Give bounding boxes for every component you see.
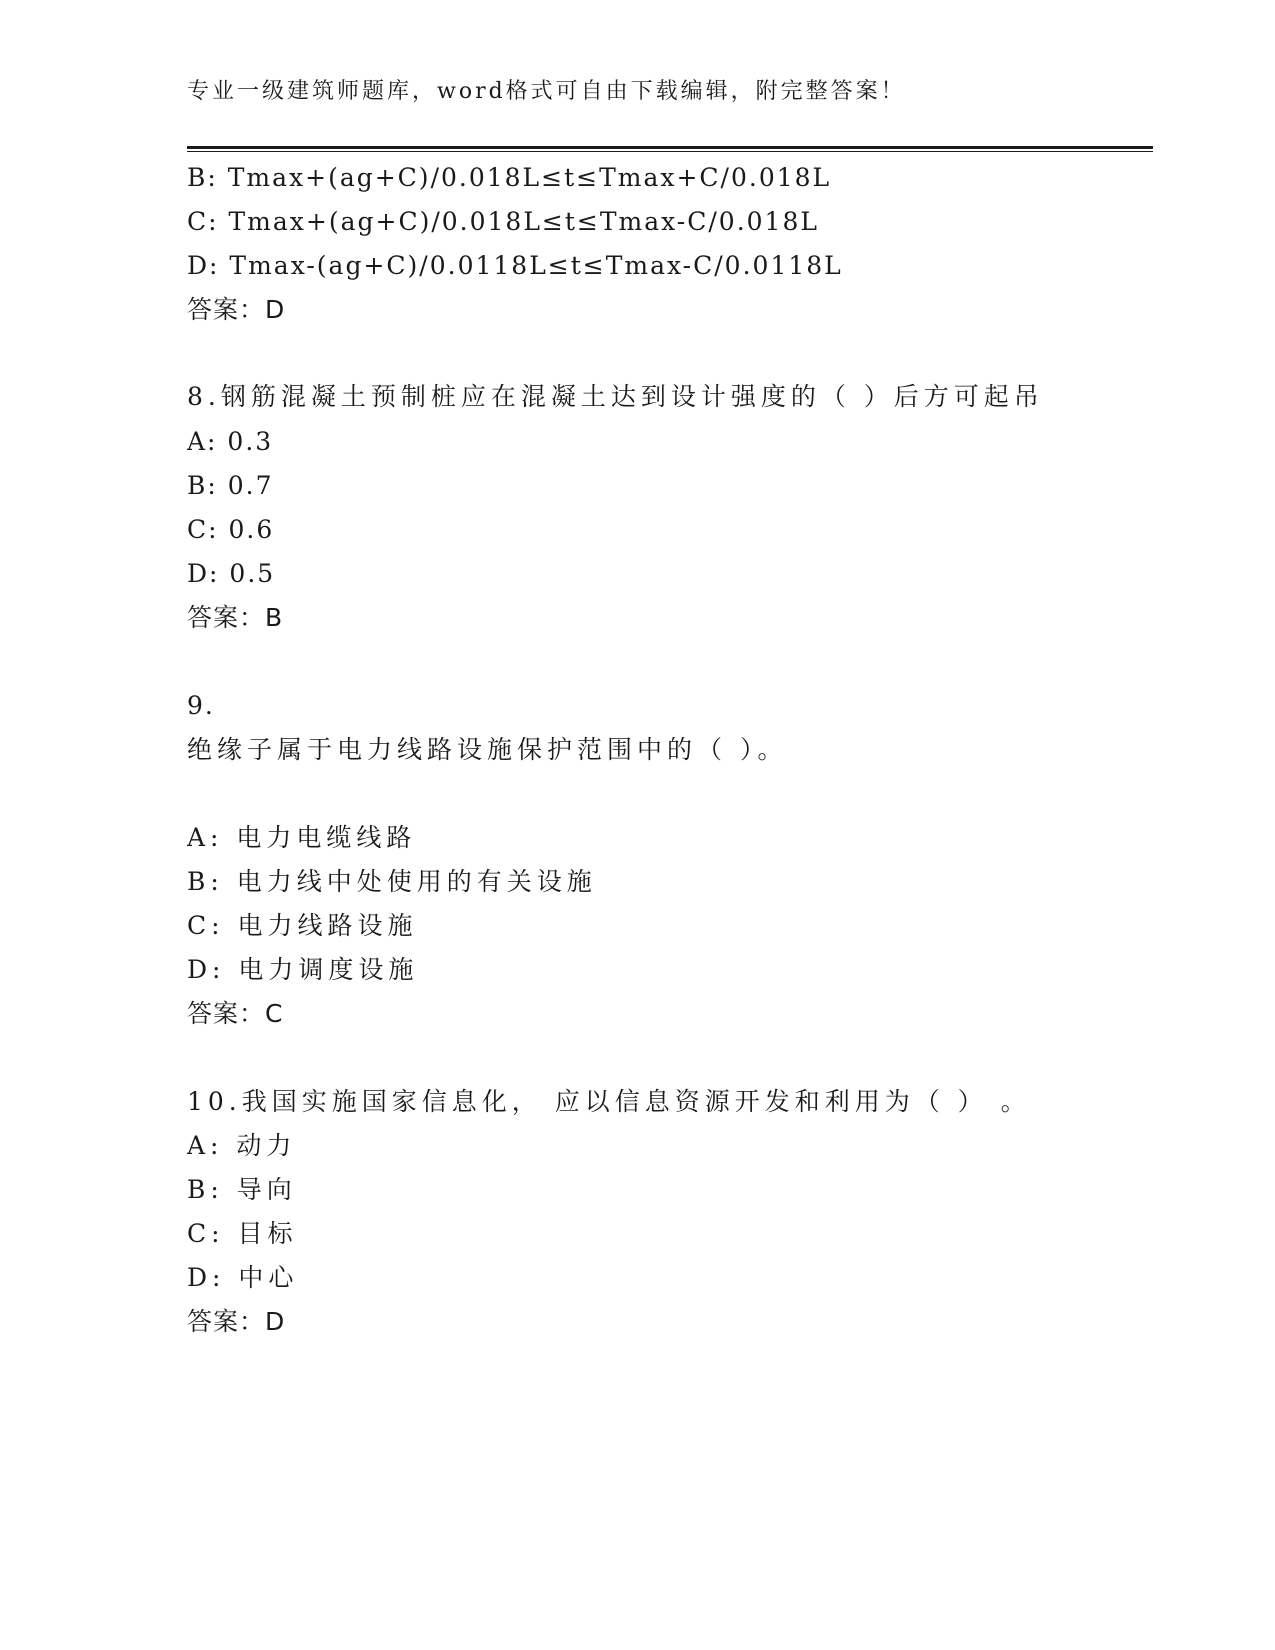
- prev-option-d: D: Tmax-(ag+C)/0.0118L≤t≤Tmax-C/0.0118L: [187, 251, 843, 280]
- prev-answer: 答案：D: [187, 295, 286, 324]
- q9-option-b: B: 电力线中处使用的有关设施: [187, 867, 597, 896]
- q9-option-a: A: 电力电缆线路: [187, 823, 417, 852]
- q8-answer: 答案：B: [187, 603, 284, 632]
- q9-stem: 绝缘子属于电力线路设施保护范围中的（ ）。: [187, 735, 788, 764]
- prev-option-c: C: Tmax+(ag+C)/0.018L≤t≤Tmax-C/0.018L: [187, 207, 819, 236]
- q9-option-c: C: 电力线路设施: [187, 911, 418, 940]
- q9-answer: 答案：C: [187, 999, 284, 1028]
- q9-number: 9.: [187, 691, 215, 720]
- q8-stem: 8.钢筋混凝土预制桩应在混凝土达到设计强度的（ ）后方可起吊: [187, 382, 1044, 411]
- header-divider-thin: [187, 151, 1153, 152]
- q10-option-a: A: 动力: [187, 1131, 297, 1160]
- q10-answer: 答案：D: [187, 1307, 286, 1336]
- page-header: 专业一级建筑师题库，word格式可自由下载编辑，附完整答案！: [187, 79, 906, 104]
- q10-stem: 10.我国实施国家信息化， 应以信息资源开发和利用为（ ） 。: [187, 1087, 1031, 1116]
- q8-option-c: C: 0.6: [187, 515, 275, 544]
- q8-option-a: A: 0.3: [187, 427, 274, 456]
- q9-option-d: D: 电力调度设施: [187, 955, 419, 984]
- q10-option-d: D: 中心: [187, 1263, 299, 1292]
- q8-option-d: D: 0.5: [187, 559, 276, 588]
- header-divider-thick: [187, 146, 1153, 149]
- q10-option-b: B: 导向: [187, 1175, 297, 1204]
- prev-option-b: B: Tmax+(ag+C)/0.018L≤t≤Tmax+C/0.018L: [187, 163, 832, 192]
- q8-option-b: B: 0.7: [187, 471, 274, 500]
- q10-option-c: C: 目标: [187, 1219, 298, 1248]
